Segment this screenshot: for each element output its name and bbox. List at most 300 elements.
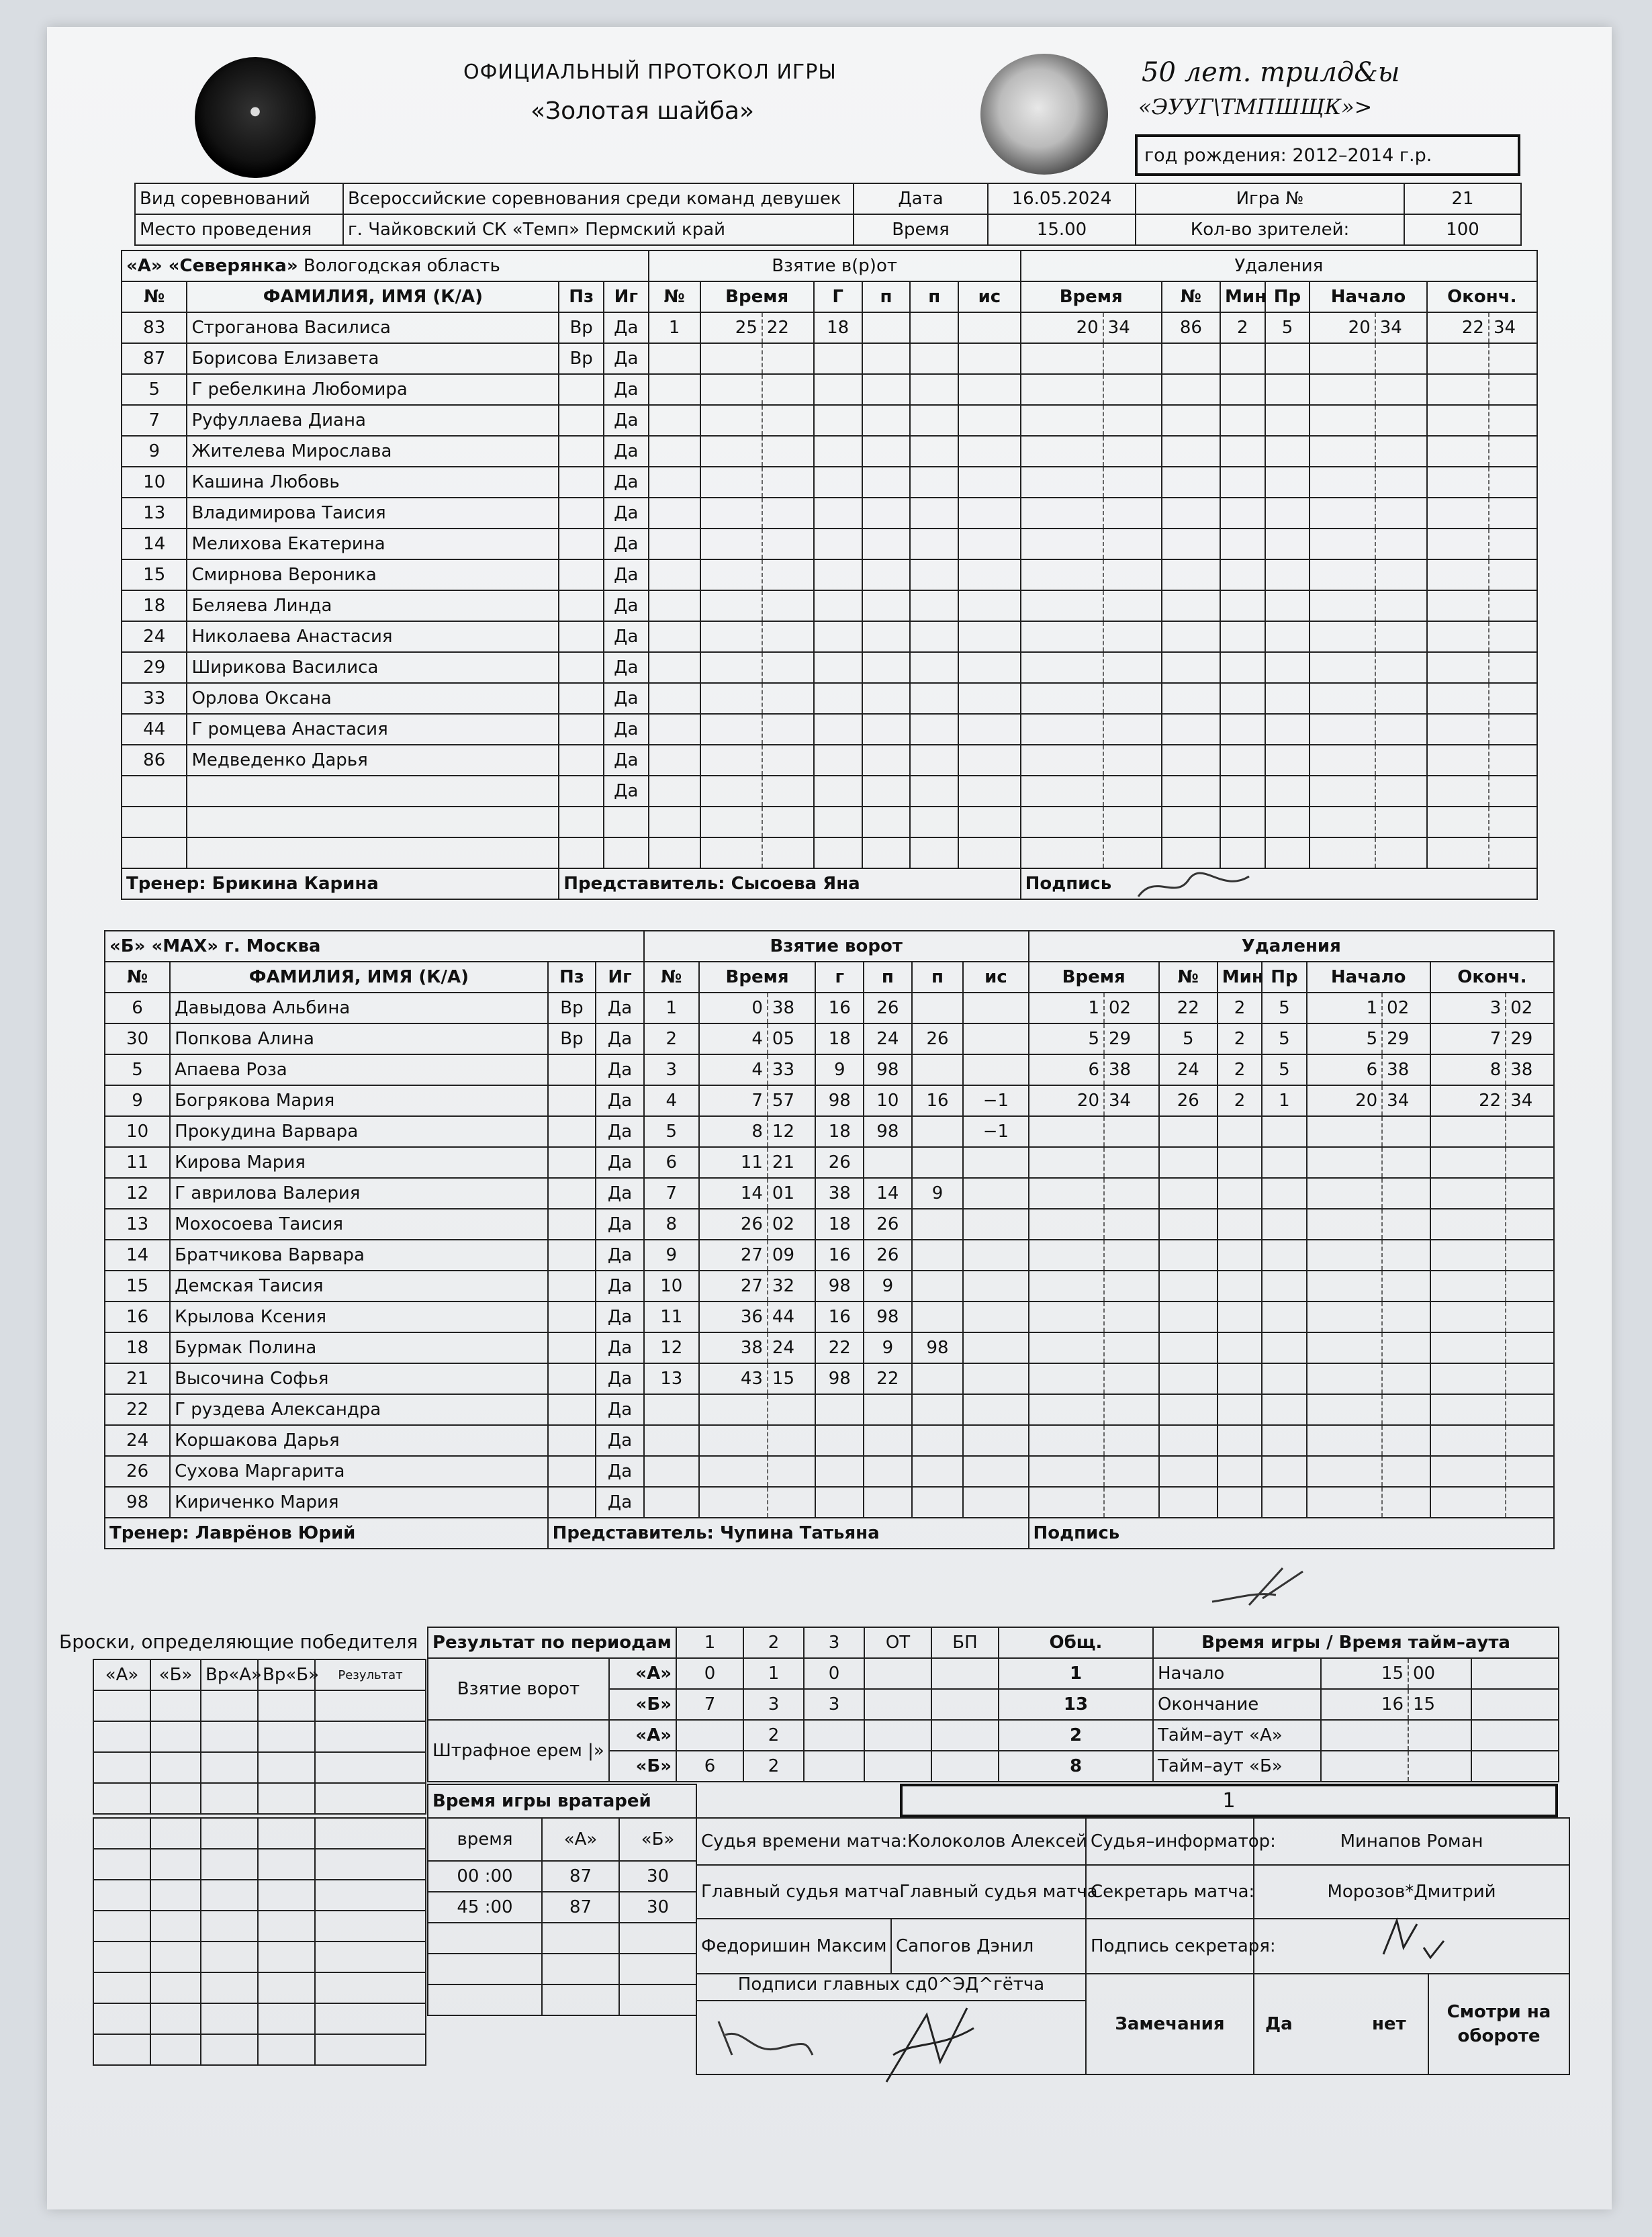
- pen-start-sec: [1375, 807, 1427, 837]
- player-name: Медведенко Дарья: [187, 745, 559, 776]
- date-value: 16.05.2024: [988, 183, 1136, 214]
- goal-number: 7: [644, 1178, 699, 1209]
- col-pen-start: Начало: [1310, 281, 1426, 312]
- player-number: 30: [105, 1023, 170, 1054]
- pen-player: [1159, 1363, 1218, 1394]
- goal-minute: [699, 1456, 768, 1487]
- player-number: [122, 807, 187, 837]
- player-name: Бурмак Полина: [170, 1332, 547, 1363]
- goal-second: [762, 590, 814, 621]
- end-hour: 16: [1321, 1689, 1408, 1720]
- pen-time-sec: 38: [1104, 1054, 1159, 1085]
- shootout-cell: [201, 1690, 258, 1721]
- goal-second: [762, 467, 814, 498]
- player-number: 24: [105, 1425, 170, 1456]
- pen-b-p3: [804, 1751, 864, 1782]
- player-played: Да: [596, 1240, 644, 1271]
- pen-time-sec: [1103, 714, 1162, 745]
- goal-situation: [963, 1363, 1028, 1394]
- player-number: 22: [105, 1394, 170, 1425]
- pen-reason: [1262, 1178, 1306, 1209]
- goal-scorer: [814, 498, 862, 529]
- pen-reason: [1262, 1240, 1306, 1271]
- shootout-cell: [93, 1818, 150, 1849]
- player-name: Г аврилова Валерия: [170, 1178, 547, 1209]
- player-name: Высочина Софья: [170, 1363, 547, 1394]
- goal-minute: 27: [699, 1271, 768, 1302]
- player-name: Г ромцева Анастасия: [187, 714, 559, 745]
- team-b-penalties-header: Удаления: [1029, 931, 1554, 962]
- goal-minute: 4: [699, 1054, 768, 1085]
- pen-player: [1159, 1271, 1218, 1302]
- pen-start-min: [1307, 1271, 1382, 1302]
- player-name: Г ребелкина Любомира: [187, 374, 559, 405]
- goal-second: [762, 529, 814, 559]
- player-position: [559, 436, 604, 467]
- goals-a-p2: 1: [743, 1658, 804, 1689]
- pen-time-min: 20: [1029, 1085, 1104, 1116]
- shootout-row: [93, 1721, 426, 1752]
- timeout-a-h: [1321, 1720, 1408, 1751]
- player-row: [122, 807, 1537, 837]
- referee-signs-label: Подписи главных сд0^ЭД^гётча: [696, 1974, 1086, 2001]
- goalie-time: [428, 1923, 542, 1954]
- goal-number: [649, 745, 700, 776]
- goal-assist-2: [910, 745, 958, 776]
- player-played: Да: [596, 1147, 644, 1178]
- pen-start-sec: [1382, 1487, 1430, 1518]
- pen-start-min: [1310, 776, 1375, 807]
- shootout-row: [93, 2003, 426, 2034]
- goal-number: 4: [644, 1085, 699, 1116]
- goal-assist-2: [910, 374, 958, 405]
- player-name: [187, 776, 559, 807]
- pen-start-sec: [1375, 590, 1427, 621]
- pen-time-min: [1021, 559, 1103, 590]
- goal-second: 38: [768, 993, 816, 1023]
- player-name: Попкова Алина: [170, 1023, 547, 1054]
- goal-assist-1: [862, 837, 911, 868]
- pen-start-min: 1: [1307, 993, 1382, 1023]
- player-position: [548, 1209, 596, 1240]
- pen-a-total: 2: [999, 1720, 1153, 1751]
- player-position: [548, 1147, 596, 1178]
- goal-number: [649, 467, 700, 498]
- shootout-cell: [201, 2003, 258, 2034]
- pen-end-min: [1430, 1332, 1506, 1363]
- col-pen-time: Время: [1021, 281, 1162, 312]
- goal-number: 8: [644, 1209, 699, 1240]
- so-col-result: Результат: [315, 1659, 426, 1690]
- pen-time-sec: [1103, 343, 1162, 374]
- pen-minutes: [1220, 714, 1265, 745]
- pen-minutes: [1218, 1302, 1262, 1332]
- goal-situation: [963, 1425, 1028, 1456]
- player-played: [604, 837, 649, 868]
- pen-minutes: [1220, 621, 1265, 652]
- pen-time-sec: [1103, 776, 1162, 807]
- pen-time-sec: [1103, 652, 1162, 683]
- player-name: [187, 837, 559, 868]
- shootout-cell: [150, 1972, 201, 2003]
- pen-time-min: [1021, 745, 1103, 776]
- pen-end-min: [1430, 1302, 1506, 1332]
- goal-situation: [963, 1023, 1028, 1054]
- goal-assist-2: [912, 1456, 964, 1487]
- pen-player: [1162, 683, 1220, 714]
- goal-assist-1: 22: [864, 1363, 912, 1394]
- pen-time-min: 20: [1021, 312, 1103, 343]
- goal-assist-1: 98: [864, 1116, 912, 1147]
- goal-second: [762, 776, 814, 807]
- pen-minutes: 2: [1218, 1054, 1262, 1085]
- player-row: [105, 1456, 1554, 1487]
- pen-minutes: [1218, 1147, 1262, 1178]
- player-position: [559, 405, 604, 436]
- goal-assist-2: [912, 1425, 964, 1456]
- col-assist-1: п: [862, 281, 911, 312]
- col-goal-time: Время: [699, 962, 816, 993]
- info-judge-label: Судья–информатор:: [1086, 1818, 1254, 1865]
- pen-end-sec: [1489, 343, 1537, 374]
- start-blank: [1471, 1658, 1559, 1689]
- player-number: 11: [105, 1147, 170, 1178]
- shootout-row: [93, 1818, 426, 1849]
- goal-second: 01: [768, 1178, 816, 1209]
- goal-second: 32: [768, 1271, 816, 1302]
- goal-scorer: [815, 1456, 864, 1487]
- pen-start-sec: [1382, 1425, 1430, 1456]
- pen-reason: [1265, 714, 1310, 745]
- pen-end-sec: 29: [1506, 1023, 1554, 1054]
- shootout-cell: [201, 1752, 258, 1783]
- player-number: 5: [105, 1054, 170, 1085]
- pen-start-min: [1307, 1209, 1382, 1240]
- pen-end-min: [1427, 652, 1489, 683]
- secretary-signature-mark: [1377, 1914, 1457, 1968]
- pen-b-so: [931, 1751, 999, 1782]
- pen-start-min: [1310, 807, 1375, 837]
- pen-time-sec: [1103, 745, 1162, 776]
- main-referee-label: Главный судья матчаГлавный судья матча: [696, 1865, 1086, 1919]
- shootout-cell: [258, 1690, 315, 1721]
- goal-number: [649, 405, 700, 436]
- pen-time-min: [1029, 1425, 1104, 1456]
- pen-minutes: [1220, 529, 1265, 559]
- pen-minutes: [1220, 343, 1265, 374]
- col-goal-time: Время: [700, 281, 814, 312]
- goal-second: 12: [768, 1116, 816, 1147]
- goalie-row: [428, 1954, 696, 1984]
- pen-a-p3: [804, 1720, 864, 1751]
- goal-number: 3: [644, 1054, 699, 1085]
- player-played: Да: [604, 621, 649, 652]
- pen-start-min: [1307, 1363, 1382, 1394]
- team-a-goals-header: Взятие в(р)от: [649, 250, 1021, 281]
- pen-end-sec: [1489, 621, 1537, 652]
- player-name: Сухова Маргарита: [170, 1456, 547, 1487]
- col-pen-start: Начало: [1307, 962, 1430, 993]
- shootout-cell: [93, 2003, 150, 2034]
- pen-player: [1159, 1302, 1218, 1332]
- pen-time-sec: [1103, 621, 1162, 652]
- comp-label: Вид соревнований: [135, 183, 343, 214]
- pen-end-min: [1427, 529, 1489, 559]
- pen-time-min: [1029, 1147, 1104, 1178]
- player-number: 13: [122, 498, 187, 529]
- goal-second: [762, 343, 814, 374]
- pen-player: 86: [1162, 312, 1220, 343]
- goal-situation: [958, 714, 1020, 745]
- goal-assist-2: [910, 837, 958, 868]
- shootout-cell: [201, 1849, 258, 1880]
- goals-b-ot: [864, 1689, 931, 1720]
- shootout-cell: [258, 1721, 315, 1752]
- goal-second: [762, 374, 814, 405]
- protocol-title: ОФИЦИАЛЬНЫЙ ПРОТОКОЛ ИГРЫ: [463, 60, 837, 84]
- player-name: Богрякова Мария: [170, 1085, 547, 1116]
- goals-a-p3: 0: [804, 1658, 864, 1689]
- goalie-time: [428, 1954, 542, 1984]
- player-row: [105, 993, 1554, 1023]
- goal-assist-2: [912, 1240, 964, 1271]
- player-position: [559, 837, 604, 868]
- pen-start-min: [1307, 1425, 1382, 1456]
- pen-reason: [1265, 621, 1310, 652]
- pen-start-sec: 38: [1382, 1054, 1430, 1085]
- pen-b-total: 8: [999, 1751, 1153, 1782]
- goal-minute: 8: [699, 1116, 768, 1147]
- pen-start-sec: [1382, 1302, 1430, 1332]
- player-played: Да: [604, 498, 649, 529]
- pen-player: [1159, 1456, 1218, 1487]
- shootout-cell: [150, 1721, 201, 1752]
- referee-2: Сапогов Дэнил: [891, 1919, 1086, 1974]
- start-hour: 15: [1321, 1658, 1408, 1689]
- pen-end-min: [1430, 1487, 1506, 1518]
- goalie-row: [428, 1861, 696, 1892]
- shootout-table: [93, 1659, 426, 1815]
- player-position: Вр: [559, 312, 604, 343]
- pen-player: [1162, 529, 1220, 559]
- goal-minute: 36: [699, 1302, 768, 1332]
- timeout-b-label: Тайм–аут «Б»: [1153, 1751, 1321, 1782]
- goal-situation: [958, 312, 1020, 343]
- pen-time-min: [1021, 621, 1103, 652]
- shootout-cell: [201, 1880, 258, 1911]
- player-played: Да: [604, 559, 649, 590]
- pen-time-min: 6: [1029, 1054, 1104, 1085]
- pen-time-sec: [1104, 1332, 1159, 1363]
- player-row: [122, 652, 1537, 683]
- goal-number: 2: [644, 1023, 699, 1054]
- shootout-cell: [150, 1783, 201, 1814]
- player-played: Да: [596, 1085, 644, 1116]
- player-played: Да: [596, 993, 644, 1023]
- pen-time-sec: [1104, 1425, 1159, 1456]
- shootout-cell: [150, 1818, 201, 1849]
- player-row: [105, 1487, 1554, 1518]
- period-3-header: 3: [804, 1627, 864, 1658]
- pen-start-sec: [1375, 467, 1427, 498]
- goal-minute: [700, 807, 762, 837]
- pen-end-sec: [1506, 1394, 1554, 1425]
- team-b-coach: Тренер: Лаврёнов Юрий: [105, 1518, 548, 1549]
- team-b-title: «Б» «MAX» г. Москва: [105, 931, 644, 962]
- pen-end-sec: 34: [1506, 1085, 1554, 1116]
- player-row: [105, 1363, 1554, 1394]
- pen-minutes: [1218, 1332, 1262, 1363]
- pen-end-min: [1427, 467, 1489, 498]
- pen-start-min: [1310, 529, 1375, 559]
- referee-signature-2: [873, 2001, 980, 2089]
- player-name: Коршакова Дарья: [170, 1425, 547, 1456]
- goal-scorer: 16: [815, 1240, 864, 1271]
- goal-minute: [700, 745, 762, 776]
- end-blank: [1471, 1689, 1559, 1720]
- player-number: 98: [105, 1487, 170, 1518]
- pen-start-sec: [1375, 745, 1427, 776]
- pen-player: 5: [1159, 1023, 1218, 1054]
- pen-minutes: [1218, 1425, 1262, 1456]
- pen-time-sec: 29: [1104, 1023, 1159, 1054]
- shootout-row: [93, 1972, 426, 2003]
- pen-time-min: [1029, 1487, 1104, 1518]
- player-played: Да: [596, 1054, 644, 1085]
- goalie-time-table: [427, 1784, 697, 2016]
- pen-time-sec: [1104, 1178, 1159, 1209]
- player-played: Да: [604, 467, 649, 498]
- pen-end-min: [1430, 1178, 1506, 1209]
- shootout-cell: [258, 1942, 315, 1972]
- pen-start-min: [1310, 467, 1375, 498]
- goal-number: [649, 683, 700, 714]
- periods-goals-team-a: «А»: [609, 1658, 676, 1689]
- player-row: [105, 1023, 1554, 1054]
- pen-time-min: [1021, 590, 1103, 621]
- pen-end-min: [1427, 683, 1489, 714]
- pen-reason: [1265, 745, 1310, 776]
- goal-minute: 4: [699, 1023, 768, 1054]
- team-b-goals-header: Взятие ворот: [644, 931, 1029, 962]
- remarks-no: нет: [1371, 2014, 1406, 2034]
- so-col-gk-a: Вр«А»: [201, 1659, 258, 1690]
- goal-second: [762, 683, 814, 714]
- shootout-cell: [93, 1690, 150, 1721]
- pen-end-sec: [1506, 1487, 1554, 1518]
- pen-time-sec: [1104, 1209, 1159, 1240]
- shootout-cell: [258, 2034, 315, 2065]
- goal-minute: [699, 1394, 768, 1425]
- col-pen-time: Время: [1029, 962, 1159, 993]
- pen-time-sec: [1103, 559, 1162, 590]
- goal-minute: 38: [699, 1332, 768, 1363]
- player-row: [105, 1147, 1554, 1178]
- player-row: [105, 1178, 1554, 1209]
- brand-line-2: «ЭУУГ\ТМПШЩК»>: [1138, 94, 1373, 120]
- pen-player: [1162, 405, 1220, 436]
- pen-player: [1162, 776, 1220, 807]
- goal-scorer: [814, 807, 862, 837]
- pen-end-sec: [1506, 1209, 1554, 1240]
- shootout-cell: [93, 1721, 150, 1752]
- team-a-sign: Подпись: [1021, 868, 1537, 899]
- player-row: [105, 1085, 1554, 1116]
- pen-time-min: [1021, 652, 1103, 683]
- player-row: [105, 1054, 1554, 1085]
- shootout-cell: [93, 1752, 150, 1783]
- player-name: Братчикова Варвара: [170, 1240, 547, 1271]
- pen-minutes: [1220, 405, 1265, 436]
- pen-end-min: [1430, 1456, 1506, 1487]
- so-col-a: «А»: [93, 1659, 150, 1690]
- col-pen-num: №: [1162, 281, 1220, 312]
- col-name: ФАМИЛИЯ, ИМЯ (К/А): [170, 962, 547, 993]
- shootout-cell: [258, 1972, 315, 2003]
- goal-number: 13: [644, 1363, 699, 1394]
- player-number: 5: [122, 374, 187, 405]
- pen-end-sec: 38: [1506, 1054, 1554, 1085]
- goalie-a: [542, 1923, 619, 1954]
- goal-scorer: 18: [815, 1209, 864, 1240]
- team-b-table: [104, 930, 1555, 1549]
- goal-situation: [958, 776, 1020, 807]
- pen-start-min: 5: [1307, 1023, 1382, 1054]
- goal-assist-2: 16: [912, 1085, 964, 1116]
- pen-reason: [1262, 1302, 1306, 1332]
- goal-assist-2: [910, 467, 958, 498]
- period-total-header: Общ.: [999, 1627, 1153, 1658]
- pen-reason: [1265, 837, 1310, 868]
- pen-reason: 5: [1262, 1054, 1306, 1085]
- pen-start-min: [1307, 1302, 1382, 1332]
- shootout-cell: [315, 1880, 426, 1911]
- pen-time-sec: [1103, 467, 1162, 498]
- pen-start-sec: [1382, 1147, 1430, 1178]
- pen-time-min: [1029, 1302, 1104, 1332]
- pen-start-sec: [1375, 559, 1427, 590]
- goal-minute: 14: [699, 1178, 768, 1209]
- pen-player: [1159, 1394, 1218, 1425]
- pen-reason: [1265, 405, 1310, 436]
- pen-time-sec: [1104, 1240, 1159, 1271]
- tournament-name: «Золотая шайба»: [531, 97, 754, 125]
- player-number: 44: [122, 714, 187, 745]
- pen-time-min: [1029, 1116, 1104, 1147]
- goal-situation: [963, 1178, 1028, 1209]
- col-assist-2: п: [910, 281, 958, 312]
- place-label: Место проведения: [135, 214, 343, 245]
- goal-scorer: [814, 529, 862, 559]
- goal-situation: [958, 559, 1020, 590]
- pen-end-sec: 02: [1506, 993, 1554, 1023]
- goal-minute: [700, 405, 762, 436]
- player-row: [122, 343, 1537, 374]
- player-position: [548, 1240, 596, 1271]
- brand-line-1: 50 лет. трилд&ы: [1142, 57, 1400, 88]
- pen-time-sec: 34: [1104, 1085, 1159, 1116]
- shootout-cell: [201, 1783, 258, 1814]
- goal-second: 09: [768, 1240, 816, 1271]
- goal-number: [644, 1425, 699, 1456]
- player-position: [559, 590, 604, 621]
- shootout-cell: [201, 1911, 258, 1942]
- goal-scorer: [814, 745, 862, 776]
- goal-second: 05: [768, 1023, 816, 1054]
- player-played: Да: [596, 1456, 644, 1487]
- pen-end-min: [1430, 1209, 1506, 1240]
- goal-minute: [700, 621, 762, 652]
